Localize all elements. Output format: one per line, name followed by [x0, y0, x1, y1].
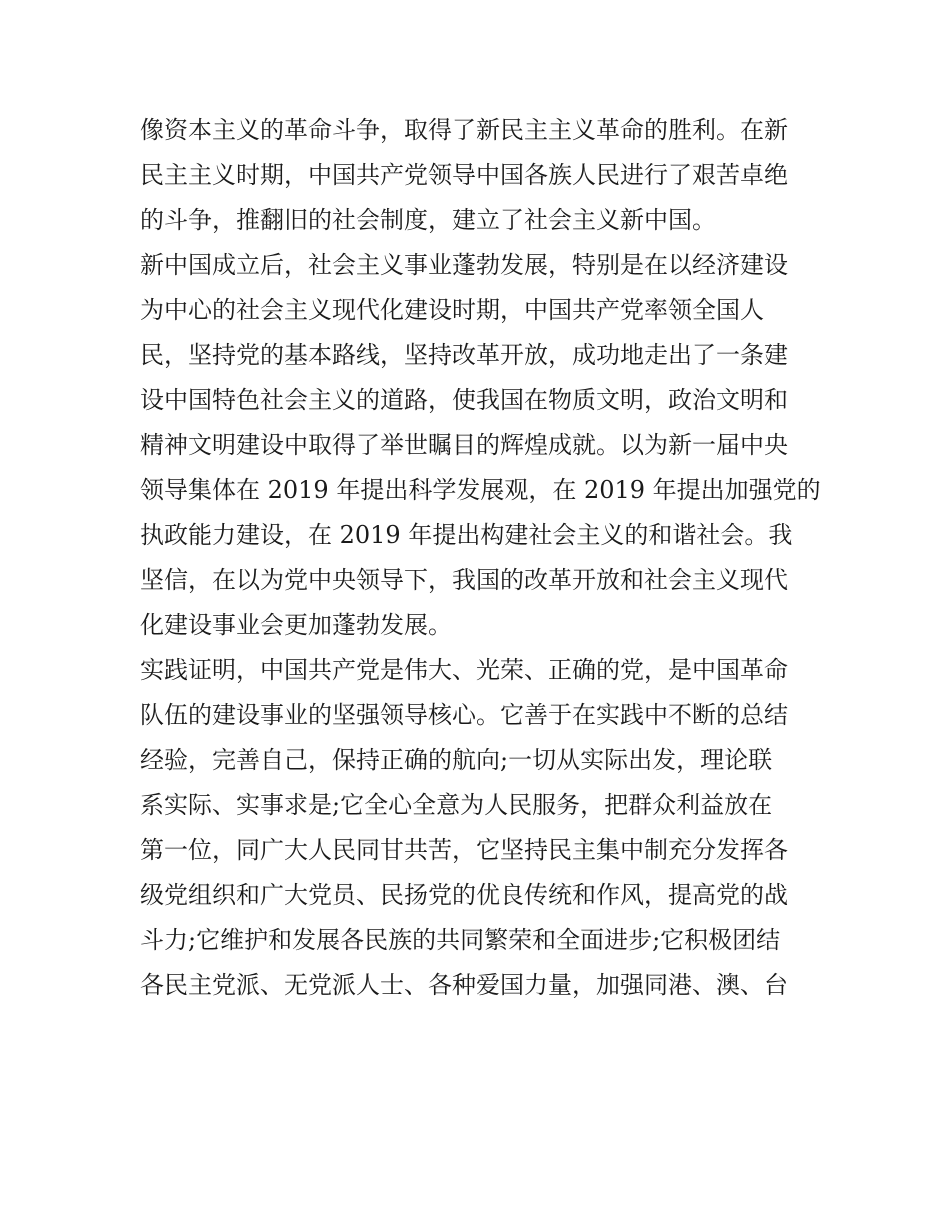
- text-line: 民，坚持党的基本路线，坚持改革开放，成功地走出了一条建: [140, 341, 788, 369]
- text-line: 执政能力建设，在 2019 年提出构建社会主义的和谐社会。我: [140, 521, 793, 549]
- text-line: 各民主党派、无党派人士、各种爱国力量，加强同港、澳、台: [140, 971, 788, 999]
- text-line: 像资本主义的革命斗争，取得了新民主主义革命的胜利。在新: [140, 116, 788, 144]
- text-line: 领导集体在 2019 年提出科学发展观，在 2019 年提出加强党的: [140, 476, 821, 504]
- text-line: 级党组织和广大党员、民扬党的优良传统和作风，提高党的战: [140, 881, 788, 909]
- text-line: 化建设事业会更加蓬勃发展。: [140, 611, 452, 639]
- text-line: 队伍的建设事业的坚强领导核心。它善于在实践中不断的总结: [140, 701, 788, 729]
- text-line: 系实际、实事求是;它全心全意为人民服务，把群众利益放在: [140, 791, 773, 819]
- text-line: 经验，完善自己，保持正确的航向;一切从实际出发，理论联: [140, 746, 773, 774]
- text-line: 的斗争，推翻旧的社会制度，建立了社会主义新中国。: [140, 206, 716, 234]
- body-text: [140, 108, 830, 1008]
- text-line: 精神文明建设中取得了举世瞩目的辉煌成就。以为新一届中央: [140, 431, 788, 459]
- text-line: 斗力;它维护和发展各民族的共同繁荣和全面进步;它积极团结: [140, 926, 781, 954]
- text-line: 为中心的社会主义现代化建设时期，中国共产党率领全国人: [140, 296, 764, 324]
- text-line: 民主主义时期，中国共产党领导中国各族人民进行了艰苦卓绝: [140, 161, 788, 189]
- text-line: 坚信，在以为党中央领导下，我国的改革开放和社会主义现代: [140, 566, 788, 594]
- text-line: 第一位，同广大人民同甘共苦，它坚持民主集中制充分发挥各: [140, 836, 788, 864]
- text-line: 设中国特色社会主义的道路，使我国在物质文明，政治文明和: [140, 386, 788, 414]
- text-line: 实践证明，中国共产党是伟大、光荣、正确的党，是中国革命: [140, 656, 788, 684]
- text-line: 新中国成立后，社会主义事业蓬勃发展，特别是在以经济建设: [140, 251, 788, 279]
